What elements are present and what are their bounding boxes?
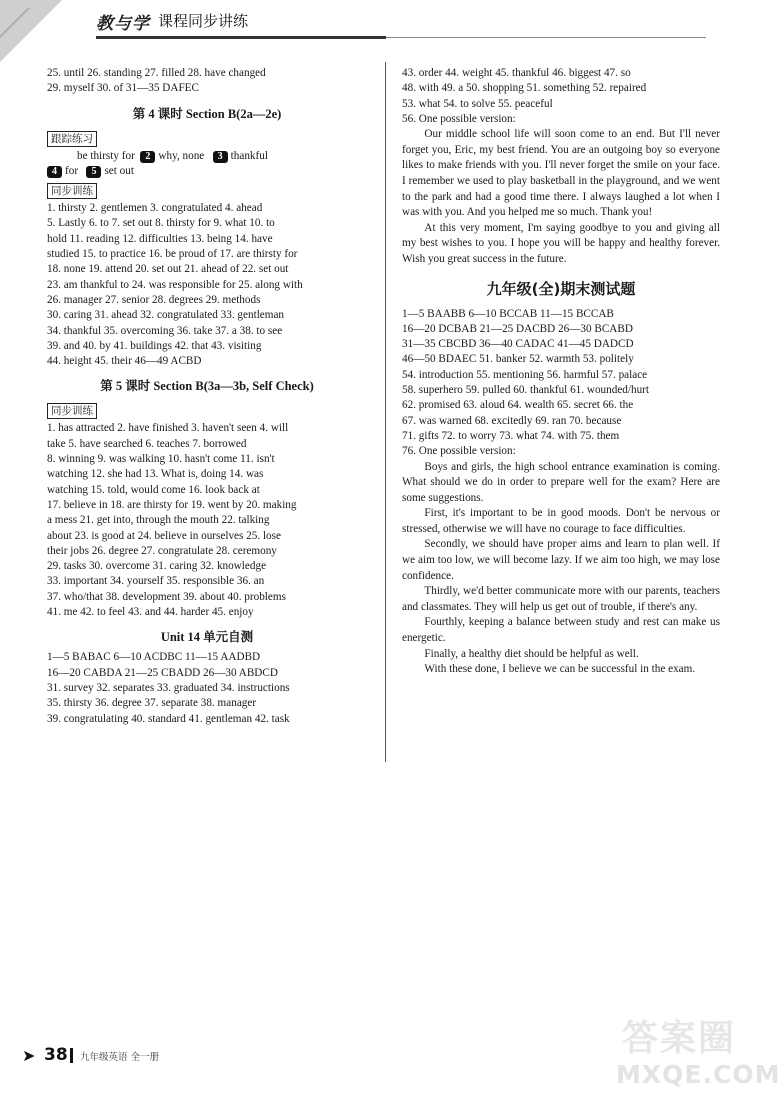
arrow-right-icon: ➤ bbox=[22, 1046, 36, 1065]
header-rule bbox=[96, 36, 386, 39]
answer-line: 35. thirsty 36. degree 37. separate 38. manager bbox=[47, 697, 257, 710]
section-title-lesson4: 第 4 课时 Section B(2a—2e) bbox=[132, 106, 282, 121]
column-divider bbox=[385, 62, 386, 762]
section-title-lesson5: 第 5 课时 Section B(3a—3b, Self Check) bbox=[100, 379, 314, 394]
track-text: for bbox=[65, 164, 79, 177]
answer-line: 16—20 CABDA 21—25 CBADD 26—30 ABDCD bbox=[47, 666, 278, 679]
track-line-2 bbox=[47, 164, 367, 179]
label-sync-training: 同步训练 bbox=[47, 183, 97, 199]
answer-line: 39. and 40. by 41. buildings 42. that 43. visiting bbox=[47, 339, 262, 352]
answer-line: 1. thirsty 2. gentlemen 3. congratulated 4. ahead bbox=[47, 202, 263, 215]
left-column bbox=[47, 66, 367, 727]
answer-line: watching 15. told, would come 16. look back at bbox=[47, 483, 260, 496]
essay-paragraph: Our middle school life will soon come to an end. But I'll never forget you, Eric, my best friend. You are an outgoing boy so everyone likes to make friends with you. I'll never forget the smile on your face. I remember we used to play basketball in the playground, and we went to the park and had a good time there. I always laughed a lot when I was with you. And you helped me so much. Thank you! bbox=[402, 128, 720, 219]
answer-line: 41. me 42. to feel 43. and 44. harder 45. enjoy bbox=[47, 606, 254, 619]
answer-line: 56. One possible version: bbox=[402, 112, 516, 125]
exam-title: 九年级(全)期末测试题 bbox=[486, 279, 636, 298]
answer-line: 1—5 BABAC 6—10 ACDBC 11—15 AADBD bbox=[47, 651, 261, 664]
answer-line: 17. believe in 18. are thirsty for 19. went by 20. making bbox=[47, 498, 297, 511]
answer-line: 26. manager 27. senior 28. degrees 29. methods bbox=[47, 293, 261, 306]
answer-line: 62. promised 63. aloud 64. wealth 65. secret 66. the bbox=[402, 399, 634, 412]
essay-paragraph: Thirdly, we'd better communicate more with our parents, teachers and classmates. They will help us get out of trouble, if there's any. bbox=[402, 585, 720, 613]
answer-line: 1—5 BAABB 6—10 BCCAB 11—15 BCCAB bbox=[402, 307, 614, 320]
section-title-unit14: Unit 14 单元自测 bbox=[160, 630, 254, 645]
answer-line: 33. important 34. yourself 35. responsible 36. an bbox=[47, 575, 265, 588]
answer-line: their jobs 26. degree 27. congratulate 28. ceremony bbox=[47, 544, 277, 557]
answer-line: a mess 21. get into, through the mouth 22. talking bbox=[47, 514, 270, 527]
answer-line: 18. none 19. attend 20. set out 21. ahead of 22. set out bbox=[47, 263, 289, 276]
answer-line: hold 11. reading 12. difficulties 13. being 14. have bbox=[47, 232, 273, 245]
essay-paragraph: Fourthly, keeping a balance between study and rest can make us energetic. bbox=[402, 616, 720, 645]
track-text: thankful bbox=[230, 149, 268, 162]
answer-line: 29. myself 30. of 31—35 DAFEC bbox=[47, 82, 199, 95]
answer-line: 53. what 54. to solve 55. peaceful bbox=[402, 97, 553, 110]
answer-line: 76. One possible version: bbox=[402, 445, 516, 458]
exam-answers bbox=[402, 307, 720, 460]
number-badge: 3 bbox=[213, 151, 228, 163]
number-badge: 5 bbox=[86, 166, 101, 178]
footer-bar bbox=[70, 1048, 73, 1063]
essay-paragraph: With these done, I believe we can be successful in the exam. bbox=[424, 663, 696, 676]
right-column bbox=[402, 66, 720, 678]
answer-line: take 5. have searched 6. teaches 7. borrowed bbox=[47, 437, 247, 450]
answer-line: 16—20 DCBAB 21—25 DACBD 26—30 BCABD bbox=[402, 322, 633, 335]
answer-line: 48. with 49. a 50. shopping 51. something 52. repaired bbox=[402, 82, 647, 95]
answer-line: 71. gifts 72. to worry 73. what 74. with 75. them bbox=[402, 429, 620, 442]
track-line-1 bbox=[47, 149, 367, 164]
header-rule-thin bbox=[386, 37, 706, 38]
header-title: 课程同步讲练 bbox=[158, 12, 249, 30]
answer-line: 8. winning 9. was walking 10. hasn't come 11. isn't bbox=[47, 453, 275, 466]
answer-line: 58. superhero 59. pulled 60. thankful 61. wounded/hurt bbox=[402, 384, 650, 397]
answer-line: 46—50 BDAEC 51. banker 52. warmth 53. politely bbox=[402, 353, 634, 366]
essay-paragraph: Secondly, we should have proper aims and learn to plan well. If we aim too low, we will become lazy. If we aim too high, we may lose confidence. bbox=[402, 538, 720, 582]
answer-line: 31—35 CBCBD 36—40 CADAC 41—45 DADCD bbox=[402, 338, 634, 351]
essay-paragraph: Boys and girls, the high school entrance examination is coming. What should we do in order to prepare well for the exam? Here are some suggestions. bbox=[402, 460, 720, 504]
brand-logo: 教与学 bbox=[96, 14, 150, 34]
answer-line: watching 12. she had 13. What is, doing 14. was bbox=[47, 468, 264, 481]
answer-line: 34. thankful 35. overcoming 36. take 37. a 38. to see bbox=[47, 324, 283, 337]
number-badge: 2 bbox=[140, 151, 155, 163]
label-sync-training: 同步训练 bbox=[47, 403, 97, 419]
watermark-url: MXQE.COM bbox=[616, 1060, 780, 1089]
label-track-practice: 跟踪练习 bbox=[47, 131, 97, 147]
answer-line: 30. caring 31. ahead 32. congratulated 33. gentleman bbox=[47, 309, 285, 322]
essay-paragraph: Finally, a healthy diet should be helpful as well. bbox=[424, 647, 639, 660]
answer-line: 67. was warned 68. excitedly 69. ran 70. because bbox=[402, 414, 622, 427]
answer-line: about 23. is good at 24. believe in ourselves 25. lose bbox=[47, 529, 281, 542]
essay-paragraph: At this very moment, I'm saying goodbye to you and giving all my best wishes to you. I hope you will be happy and healthy forever. Wish you great success in the future. bbox=[402, 221, 720, 265]
answer-line: 44. height 45. their 46—49 ACBD bbox=[47, 355, 202, 368]
lesson5-answers bbox=[47, 421, 367, 620]
number-badge: 4 bbox=[47, 166, 62, 178]
answer-line: 39. congratulating 40. standard 41. gentleman 42. task bbox=[47, 712, 290, 725]
answer-line: 23. am thankful to 24. was responsible for 25. along with bbox=[47, 278, 303, 291]
answer-line: 1. has attracted 2. have finished 3. haven't seen 4. will bbox=[47, 422, 289, 435]
watermark-logo: 答案圈 bbox=[622, 1018, 737, 1059]
answer-line: 43. order 44. weight 45. thankful 46. biggest 47. so bbox=[402, 67, 631, 79]
track-text: set out bbox=[104, 164, 134, 177]
unit-answers bbox=[47, 650, 367, 726]
page-header bbox=[0, 0, 750, 50]
footer-book-title: 九年级英语 全一册 bbox=[80, 1052, 160, 1063]
track-text: why, none bbox=[158, 149, 205, 162]
track-text: be thirsty for bbox=[77, 149, 135, 162]
answer-line: 25. until 26. standing 27. filled 28. have changed bbox=[47, 67, 266, 79]
answer-line: 5. Lastly 6. to 7. set out 8. thirsty for 9. what 10. to bbox=[47, 217, 275, 230]
essay-paragraph: First, it's important to be in good moods. Don't be nervous or stressed, otherwise we will have no courage to face difficulties. bbox=[402, 507, 720, 535]
answer-line: 37. who/that 38. development 39. about 40. problems bbox=[47, 590, 286, 603]
answer-line: 31. survey 32. separates 33. graduated 34. instructions bbox=[47, 681, 290, 694]
lesson4-answers bbox=[47, 201, 367, 369]
answer-line: 29. tasks 30. overcome 31. caring 32. knowledge bbox=[47, 560, 267, 573]
answer-line: studied 15. to practice 16. be proud of 17. are thirsty for bbox=[47, 248, 298, 261]
answer-line: 54. introduction 55. mentioning 56. harmful 57. palace bbox=[402, 368, 648, 381]
page-number: 38 bbox=[44, 1045, 68, 1065]
